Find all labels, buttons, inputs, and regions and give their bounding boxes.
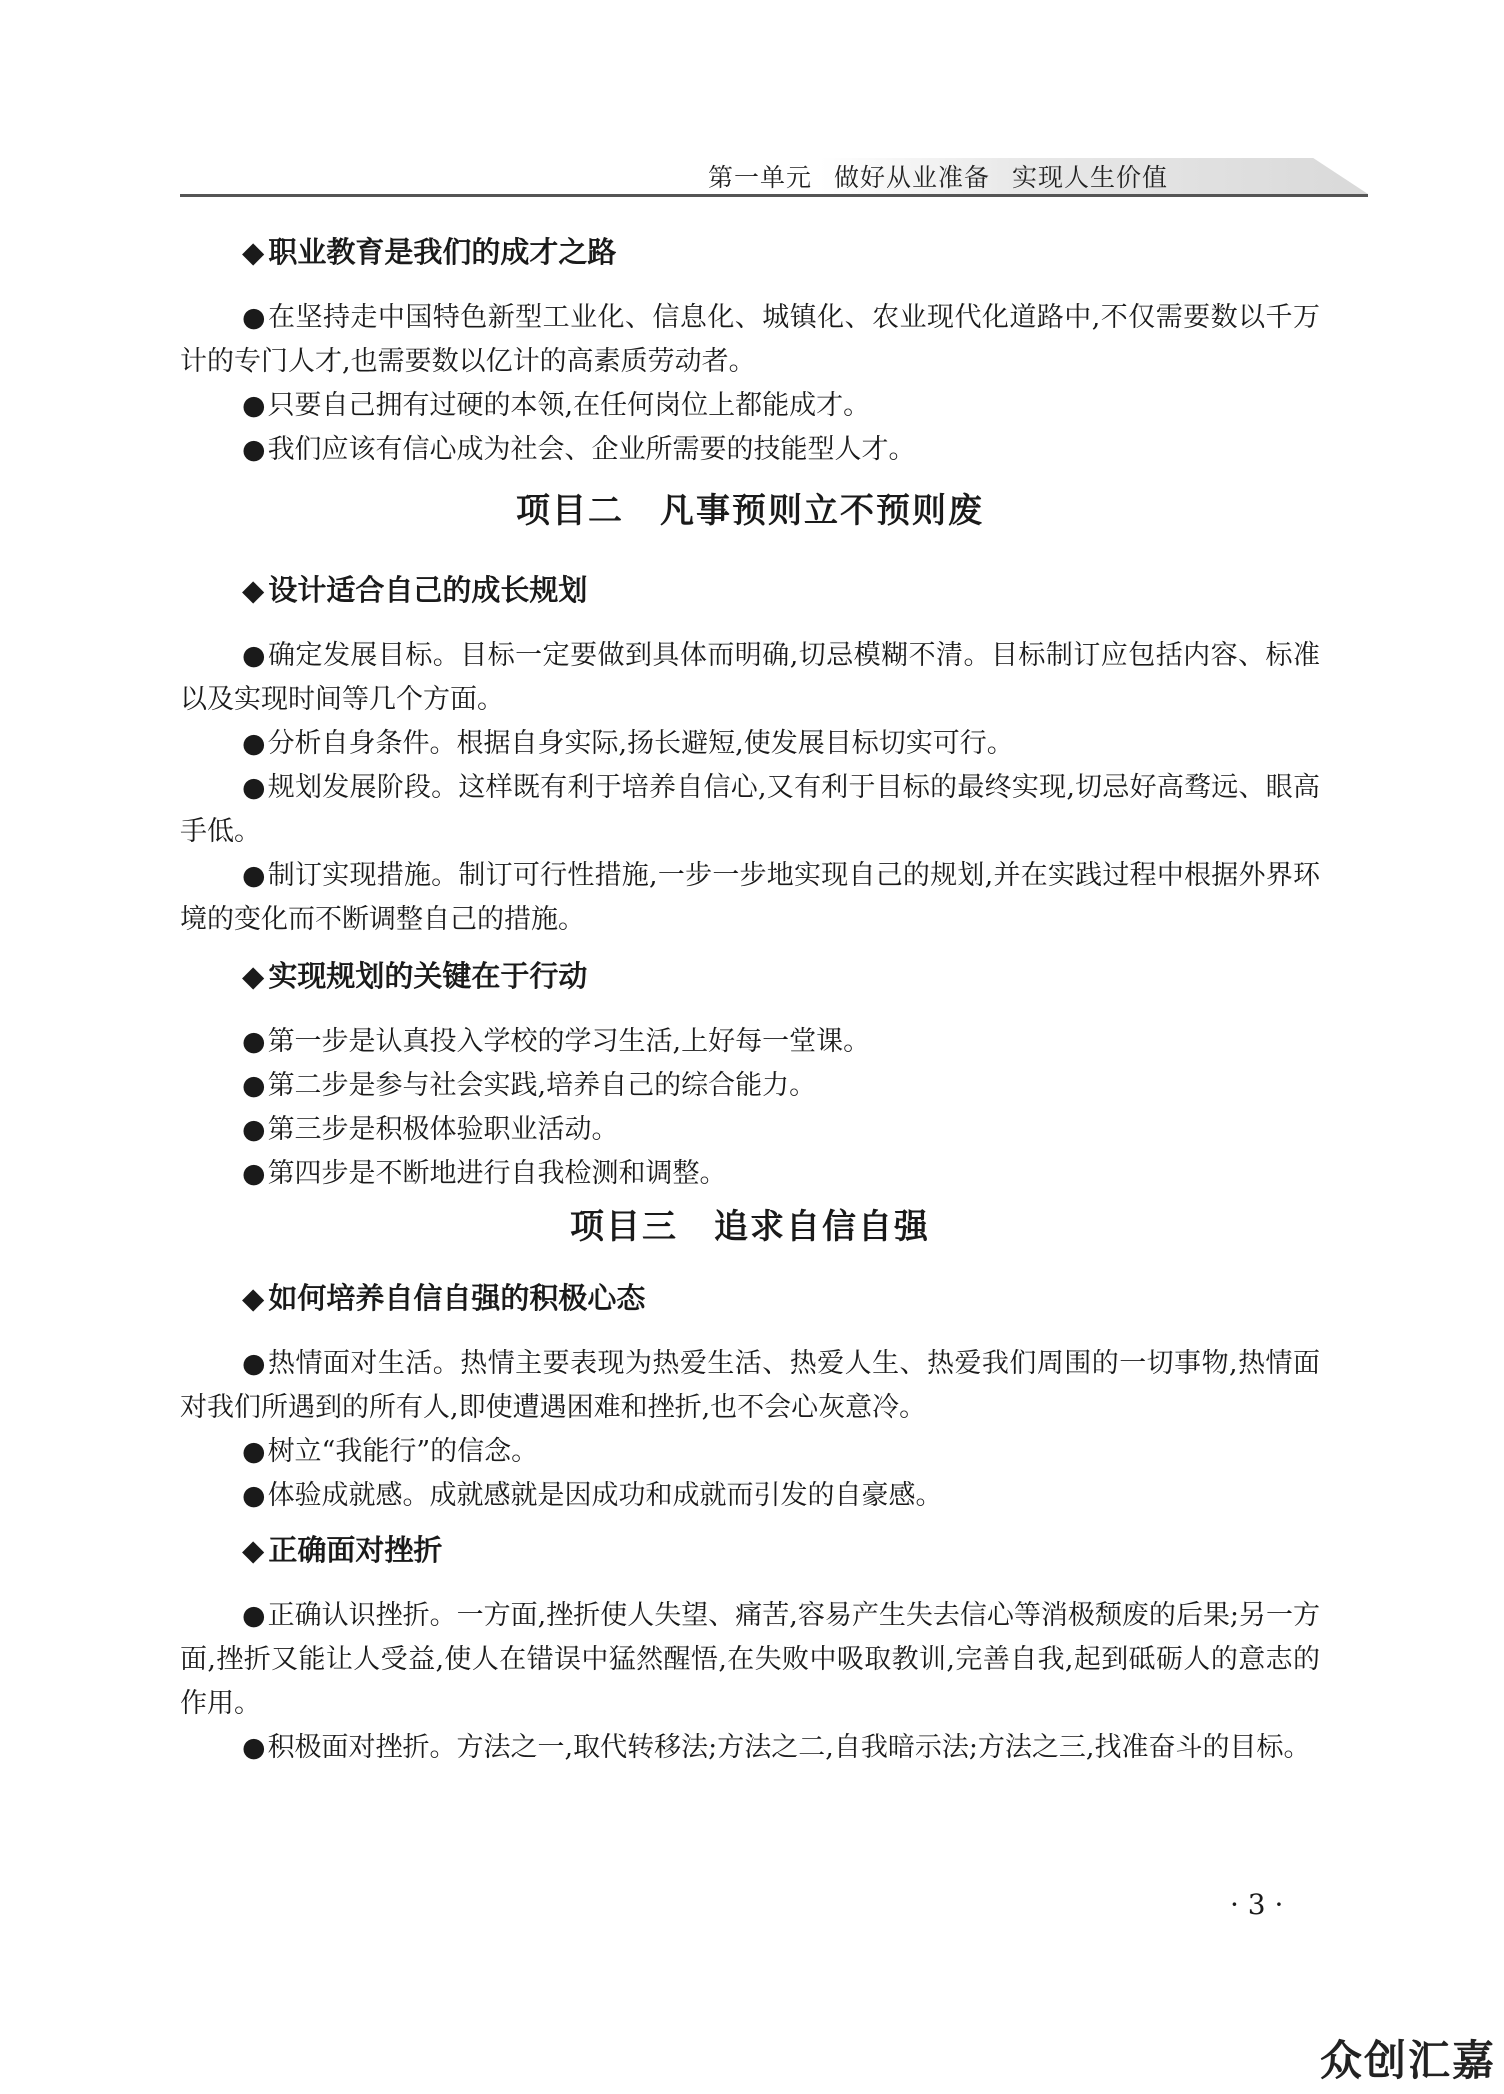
bullet-icon: ●: [242, 860, 266, 891]
bullet-icon: ●: [242, 1732, 266, 1763]
bullet-icon: ●: [242, 728, 266, 759]
bullet-icon: ●: [242, 1436, 266, 1467]
project-heading: 项目二 凡事预则立不预则废: [516, 491, 984, 531]
paragraph: ●树立“我能行”的信念。: [242, 1436, 539, 1467]
diamond-icon: ◆: [242, 1281, 265, 1315]
paragraph: ●只要自己拥有过硬的本领,在任何岗位上都能成才。: [242, 390, 871, 421]
paragraph: ●体验成就感。成就感就是因成功和成就而引发的自豪感。: [242, 1480, 943, 1511]
paragraph: ●我们应该有信心成为社会、企业所需要的技能型人才。: [242, 434, 916, 465]
header-title: [686, 158, 1168, 194]
paragraph: ●第二步是参与社会实践,培养自己的综合能力。: [242, 1070, 817, 1101]
header-title-b: 实现人生价值: [1011, 163, 1168, 192]
bullet-icon: ●: [242, 302, 267, 333]
diamond-icon: ◆: [242, 959, 265, 993]
bullet-icon: ●: [242, 434, 266, 465]
paragraph: ●分析自身条件。根据自身实际,扬长避短,使发展目标切实可行。: [242, 728, 1014, 759]
paragraph: ●积极面对挫折。方法之一,取代转移法;方法之二,自我暗示法;方法之三,找准奋斗的目标。: [242, 1732, 1311, 1763]
bullet-icon: ●: [242, 1348, 267, 1379]
paragraph: ●规划发展阶段。这样既有利于培养自信心,又有利于目标的最终实现,切忌好高骛远、眼高手低。: [180, 772, 1320, 847]
paragraph: ●在坚持走中国特色新型工业化、信息化、城镇化、农业现代化道路中,不仅需要数以千万计的专门人才,也需要数以亿计的高素质劳动者。: [180, 302, 1320, 377]
subsection-heading: ◆ 正确面对挫折: [242, 1533, 443, 1567]
bullet-icon: ●: [242, 1480, 266, 1511]
bullet-icon: ●: [242, 390, 266, 421]
running-header: [180, 152, 1368, 197]
bullet-icon: ●: [242, 640, 267, 671]
paragraph: ●第四步是不断地进行自我检测和调整。: [242, 1158, 727, 1189]
bullet-icon: ●: [242, 772, 266, 803]
paragraph: ●正确认识挫折。一方面,挫折使人失望、痛苦,容易产生失去信心等消极颓废的后果;另一方面,挫折又能让人受益,使人在错误中猛然醒悟,在失败中吸取教训,完善自我,起到砥砺人的意志的作用。: [180, 1600, 1321, 1719]
subsection-heading: ◆ 如何培养自信自强的积极心态: [242, 1281, 646, 1315]
watermark-logo: 众创汇嘉: [1319, 2036, 1496, 2085]
paragraph: ●第一步是认真投入学校的学习生活,上好每一堂课。: [242, 1026, 871, 1057]
page-body: [180, 230, 1320, 1770]
subsection-heading: ◆ 实现规划的关键在于行动: [242, 959, 588, 993]
diamond-icon: ◆: [242, 235, 265, 269]
paragraph: ●制订实现措施。制订可行性措施,一步一步地实现自己的规划,并在实践过程中根据外界环境的变化而不断调整自己的措施。: [180, 860, 1320, 935]
project-heading: 项目三 追求自信自强: [570, 1207, 930, 1247]
page-number: · 3 ·: [1230, 1888, 1284, 1921]
header-title-a: 做好从业准备: [833, 163, 990, 192]
bullet-icon: ●: [242, 1026, 266, 1057]
bullet-icon: ●: [242, 1600, 266, 1631]
subsection-heading: ◆ 设计适合自己的成长规划: [242, 573, 588, 607]
bullet-icon: ●: [242, 1070, 266, 1101]
bullet-icon: ●: [242, 1114, 266, 1145]
diamond-icon: ◆: [242, 1533, 265, 1567]
paragraph: ●第三步是积极体验职业活动。: [242, 1114, 619, 1145]
bullet-icon: ●: [242, 1158, 266, 1189]
subsection-heading: ◆ 职业教育是我们的成才之路: [242, 235, 617, 269]
paragraph: ●热情面对生活。热情主要表现为热爱生活、热爱人生、热爱我们周围的一切事物,热情面对我们所遇到的所有人,即使遭遇困难和挫折,也不会心灰意冷。: [180, 1348, 1320, 1423]
header-unit: 第一单元: [707, 163, 812, 192]
diamond-icon: ◆: [242, 573, 265, 607]
paragraph: ●确定发展目标。目标一定要做到具体而明确,切忌模糊不清。目标制订应包括内容、标准以及实现时间等几个方面。: [180, 640, 1320, 715]
